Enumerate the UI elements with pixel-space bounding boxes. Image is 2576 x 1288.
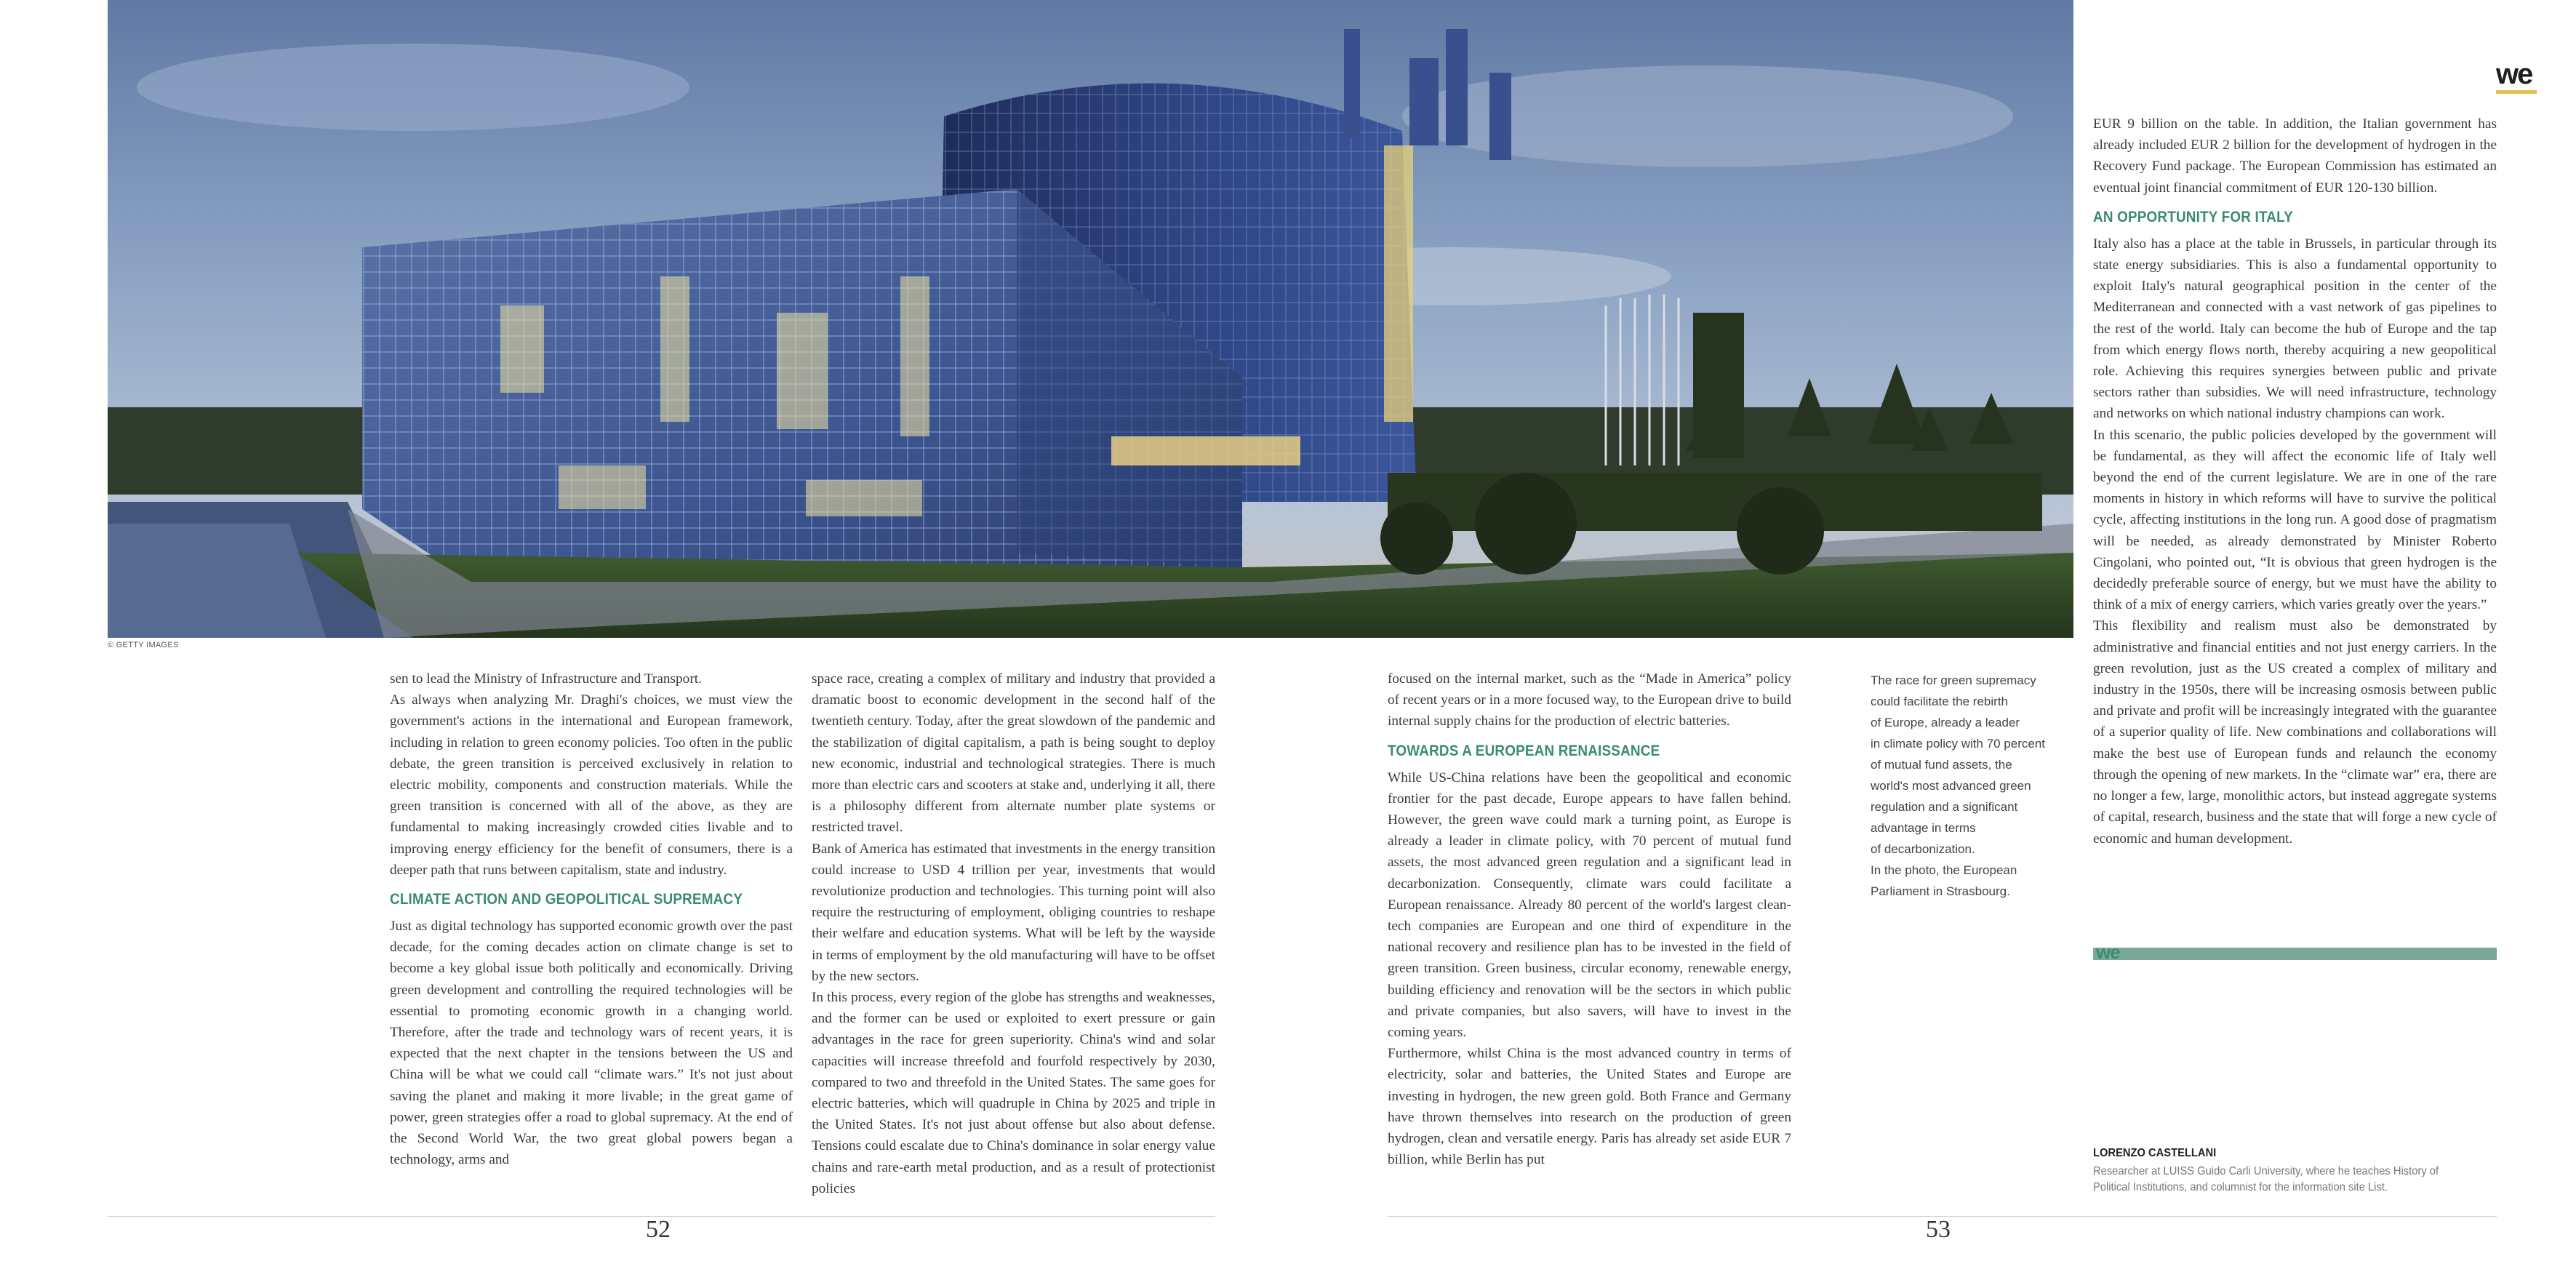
photo-caption xyxy=(1871,670,2081,902)
article-column-3 xyxy=(1388,668,1791,1170)
caption-line: In the photo, the European xyxy=(1871,863,2017,877)
caption-line: world's most advanced green xyxy=(1871,779,2031,793)
european-parliament-image xyxy=(108,0,2073,638)
paragraph: Bank of America has estimated that investments in the energy transition could increase to USD 4 trillion per year, investments that would revolutionize production and technologies. This turning point will also require the restructuring of employment, obliging countries to reshape their welfare and education systems. What will be left by the wayside in terms of employment by the old manufacturing will have to be offset by the new sectors. xyxy=(812,841,1215,984)
article-column-2 xyxy=(812,668,1215,1199)
paragraph: This flexibility and realism must also be demonstrated by administrative and financial entities and not just energy carriers. In the green revolution, just as the US created a complex of military and industry in the 1950s, there will be increasing osmosis between public and private and profit will be increasingly integrated with the guarantee of a superior quality of life. New combinations and collaborations will make the best use of European funds and relaunch the economy through the opening of new markets. In the “climate war” era, there are no longer a few, large, monolithic actors, but instead aggregate systems of capital, research, business and the state that will forge a new cycle of economic and human development. xyxy=(2093,618,2497,847)
paragraph: sen to lead the Ministry of Infrastructure and Transport. xyxy=(390,671,702,687)
caption-line: regulation and a significant xyxy=(1871,800,2018,814)
page-number-right: 53 xyxy=(1926,1216,1951,1243)
paragraph: As always when analyzing Mr. Draghi's choices, we must view the government's actions in the international and European framework, including in relation to green economy policies. Too often in the public debate, the green transition is perceived exclusively in relation to electric mobility, components and construction materials. While the green transition is concerned with all of the above, as they are fundamental to making increasingly crowded cities livable and to improving energy efficiency for the benefit of consumers, there is a deeper path that runs between capitalism, state and industry. xyxy=(390,692,793,878)
paragraph: EUR 9 billion on the table. In addition, the Italian government has already included EUR 2 billion for the development of hydrogen in the Recovery Fund package. The European Commission has estimated an eventual joint financial commitment of EUR 120-130 billion. xyxy=(2093,116,2497,196)
magazine-logo: we xyxy=(2496,58,2532,90)
paragraph: Furthermore, whilst China is the most advanced country in terms of electricity, solar and batteries, the United States and Europe are investing in hydrogen, the new green gold. Both France and Germany have thrown themselves into research on the production of green hydrogen, clean and versatile energy. Paris has already set aside EUR 7 billion, while Berlin has put xyxy=(1388,1046,1791,1168)
logo-underline xyxy=(2496,90,2537,94)
author-name: LORENZO CASTELLANI xyxy=(2093,1147,2217,1159)
caption-line: could facilitate the rebirth xyxy=(1871,695,2008,708)
caption-line: The race for green supremacy xyxy=(1871,673,2036,687)
section-heading: CLIMATE ACTION AND GEOPOLITICAL SUPREMACY xyxy=(390,891,743,908)
hero-photo xyxy=(108,0,2073,638)
caption-line: of mutual fund assets, the xyxy=(1871,758,2012,772)
paragraph: Just as digital technology has supported economic growth over the past decade, for the coming decades action on climate change is set to become a key global issue both politically and economically. Driving green development and controlling the required technologies will be essential to promoting economic growth in a changing world. Therefore, after the trade and technology wars of recent years, it is expected that the next chapter in the tensions between the US and China will be what we could call “climate wars.” It's not just about saving the planet and making it more livable; in the great game of power, green strategies offer a road to global supremacy. At the end of the Second World War, the two great global powers began a technology, arms and xyxy=(390,919,793,1168)
article-column-4 xyxy=(2093,113,2497,849)
paragraph: In this scenario, the public policies developed by the government will be fundamental, as they will affect the economic life of Italy well beyond the end of the current legislature. We are in one of the rare moments in history in which reforms will have to survive the political cycle, affecting institutions in the long run. A good dose of pragmatism will be needed, as already demonstrated by Minister Roberto Cingolani, who pointed out, “It is obvious that green hydrogen is the decidedly preferable source of energy, but we must have the ability to think of a mix of energy carriers, which varies greatly over the years.” xyxy=(2093,427,2497,613)
caption-line: of decarbonization. xyxy=(1871,842,1975,856)
caption-line: advantage in terms xyxy=(1871,821,1976,835)
paragraph: Italy also has a place at the table in Brussels, in particular through its state energy subsidiaries. This is also a fundamental opportunity to exploit Italy's natural geographical position in the center of the Mediterranean and connected with a vast network of gas pipelines to the rest of the world. Italy can become the hub of Europe and the tap from which energy flows north, thereby acquiring a new geopolitical role. Achieving this requires synergies between public and private sectors rather than subsidies. We will need infrastructure, technology and networks on which national industry champions can work. xyxy=(2093,236,2497,422)
article-column-1 xyxy=(390,668,793,1170)
article-end-bar xyxy=(2093,948,2497,960)
paragraph: focused on the internal market, such as the “Made in America” policy of recent years or in a more focused way, to the European drive to build internal supply chains for the production of electric batteries. xyxy=(1388,671,1791,729)
caption-line: in climate policy with 70 percent xyxy=(1871,737,2046,751)
section-heading: AN OPPORTUNITY FOR ITALY xyxy=(2093,208,2293,225)
author-bio: Researcher at LUISS Guido Carli University, where he teaches History of Political Institutions, and columnist for the information site List. xyxy=(2093,1165,2439,1193)
page-number-left: 52 xyxy=(646,1216,671,1243)
caption-line: of Europe, already a leader xyxy=(1871,716,2020,729)
paragraph: In this process, every region of the globe has strengths and weaknesses, and the former can be used or exploited to exert pressure or gain advantages in the race for green superiority. China's wind and solar capacities will increase threefold and fourfold respectively by 2030, compared to two and threefold in the United States. The same goes for electric batteries, which will quadruple in China by 2025 and triple in the United States. It's not just about offense but also about defense. Tensions could escalate due to China's dominance in solar energy value chains and rare-earth metal production, and as a result of protectionist policies xyxy=(812,990,1215,1196)
photo-credit: © GETTY IMAGES xyxy=(108,641,179,649)
paragraph: While US-China relations have been the geopolitical and economic frontier for the past decade, Europe appears to have fallen behind. However, the green wave could mark a turning point, as Europe is already a leader in climate policy, with 70 percent of mutual fund assets, the most advanced green regulation and a significant lead in decarbonization. Consequently, climate wars could facilitate a European renaissance. Already 80 percent of the world's largest clean-tech companies are European and one third of expenditure in the national recovery and resilience plan has to be invested in the field of green transition. Green business, circular economy, renewable energy, building efficiency and renovation will be the sectors in which public and private companies, but also savers, will have to invest in the coming years. xyxy=(1388,769,1791,1041)
paragraph: space race, creating a complex of military and industry that provided a dramatic boost to economic development in the second half of the twentieth century. Today, after the great slowdown of the pandemic and the stabilization of digital capitalism, a path is being sought to deploy new economic, industrial and technological strategies. There is much more than electric cars and scooters at stake and, underlying it all, there is a philosophy different from alternate number plate systems or restricted travel. xyxy=(812,671,1215,836)
section-heading: TOWARDS A EUROPEAN RENAISSANCE xyxy=(1388,742,1660,759)
caption-line: Parliament in Strasbourg. xyxy=(1871,884,2010,898)
article-end-logo: we xyxy=(2096,941,2120,963)
